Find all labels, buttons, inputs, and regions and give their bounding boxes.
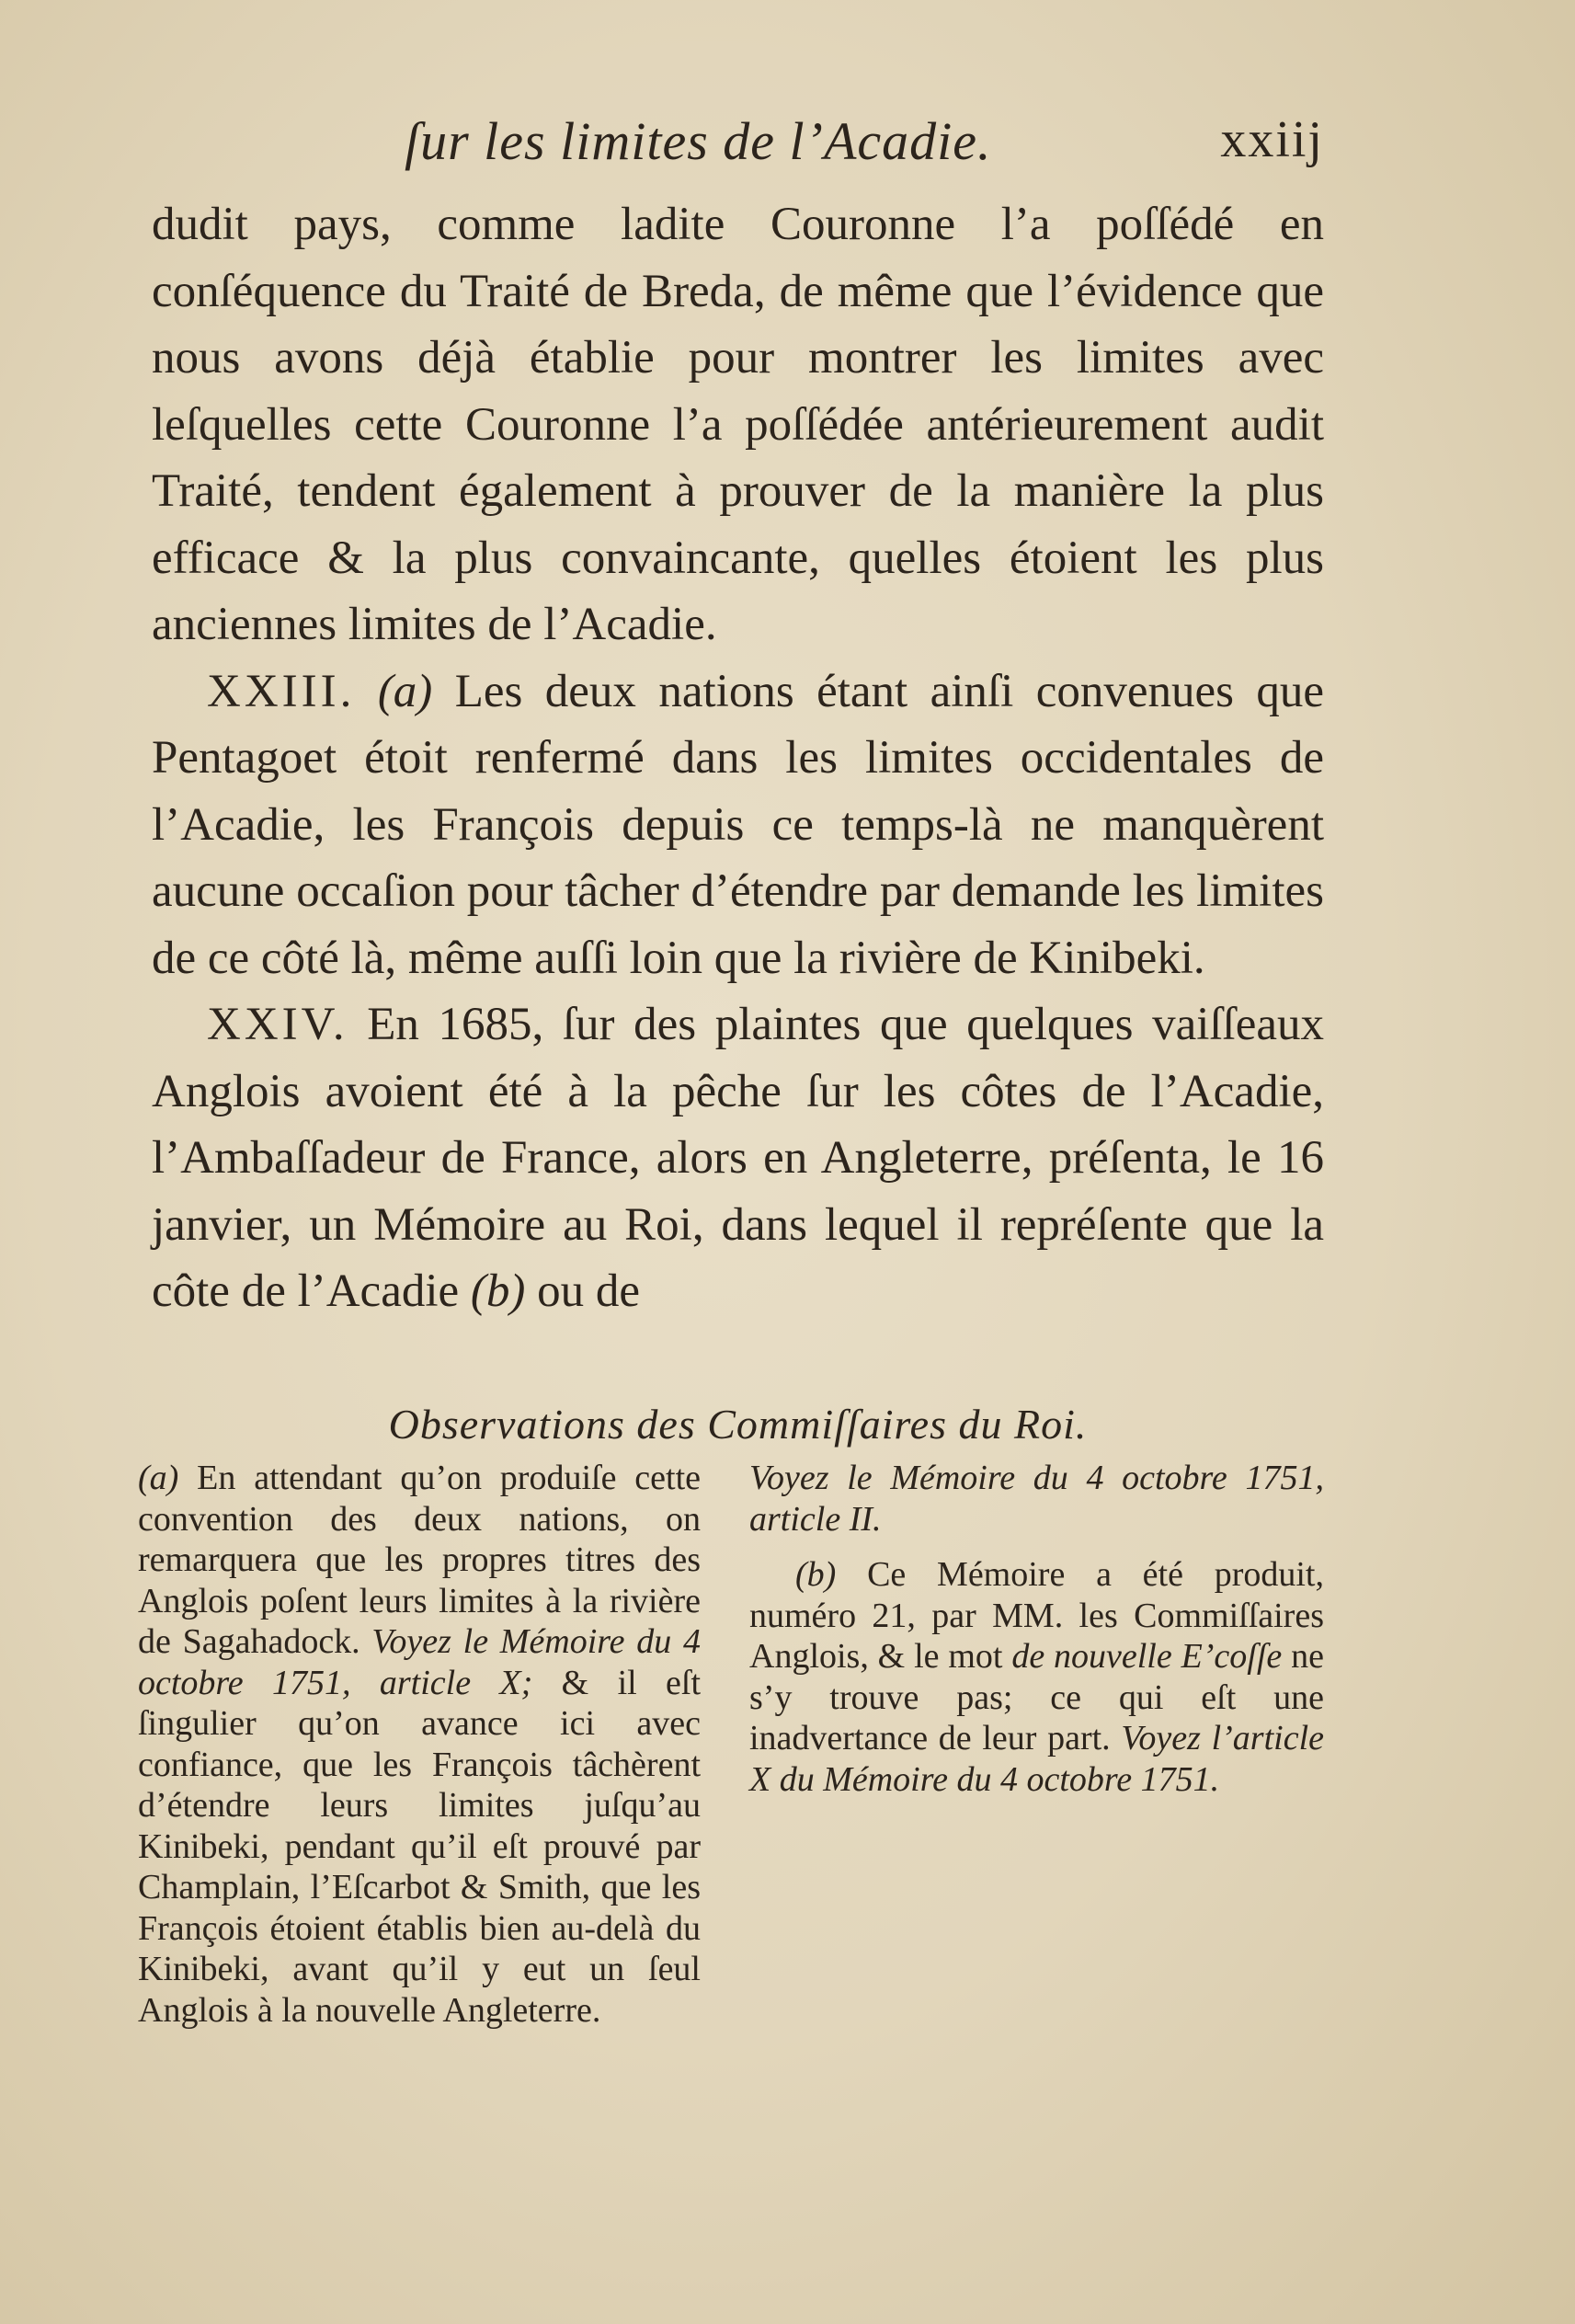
page-number: xxiij: [1220, 111, 1324, 168]
section-number: XXIV.: [207, 999, 348, 1050]
footnote-a-continued: [749, 1458, 1324, 1540]
footnotes: [138, 1458, 1324, 2046]
main-text: [152, 191, 1324, 1325]
footnote-text: ne s’y trouve pas; ce qui eſt une inadvertance de leur part.: [749, 1637, 1325, 1757]
footnote-ref-a: (a): [377, 665, 433, 717]
paragraph-xxiii: [152, 658, 1324, 992]
footnote-citation: Voyez le Mémoire du 4 octobre 1751, article II.: [749, 1459, 1324, 1539]
paragraph-end: ou de: [537, 1265, 640, 1317]
footnote-citation: Voyez le Mémoire du 4 octobre 1751, article X;: [138, 1622, 701, 1702]
footnote-text: Ce Mémoire a été produit, numéro 21, par MM. les Commiſſaires Anglois, & le mot: [749, 1555, 1324, 1676]
paragraph-xxiv: [152, 991, 1324, 1325]
footnote-marker-b: (b): [795, 1555, 837, 1594]
page-header: [156, 110, 1324, 184]
footnote-b: [749, 1554, 1324, 1800]
section-number: XXIII.: [207, 665, 356, 717]
observations-heading: Observations des Commiſſaires du Roi.: [388, 1401, 1088, 1448]
footnote-marker-a: (a): [138, 1459, 179, 1497]
footnote-column-right: [749, 1458, 1324, 1800]
footnote-text: & il eſt ſingulier qu’on avance ici avec confiance, que les François tâchèrent d’étendre leurs limites juſqu’au Kinibeki, pendant qu’il eſt prouvé par Champlain, l’Eſcarbot & Smith, que les François étoient établis bien au-delà du Kinibeki, avant qu’il y eut un ſeul Anglois à la nouvelle Angleterre.: [138, 1663, 702, 2030]
running-title: ſur les limites de l’Acadie.: [405, 111, 992, 171]
footnote-column-left: [138, 1458, 701, 2031]
paragraph-text: En 1685, ſur des plaintes que quelques vaiſſeaux Anglois avoient été à la pêche ſur les côtes de l’Acadie, l’Ambaſſadeur de France, alors en Angleterre, préſenta, le 16 janvier, un Mémoire au Roi, dans lequel il repréſente que la côte de l’Acadie: [152, 999, 1324, 1317]
footnote-citation: de nouvelle E’coſſe: [1011, 1637, 1283, 1676]
footnote-a: [138, 1458, 701, 2031]
footnote-ref-b: (b): [470, 1265, 526, 1317]
paragraph-text: Les deux nations étant ainſi convenues que Pentagoet étoit renfermé dans les limites occidentales de l’Acadie, les François depuis ce temps-là ne manquèrent aucune occaſion pour tâcher d’étendre par demande les limites de ce côté là, même auſſi loin que la rivière de Kinibeki.: [152, 665, 1325, 984]
footnote-text: En attendant qu’on produiſe cette convention des deux nations, on remarquera que les propres titres des Anglois poſent leurs limites à la rivière de Sagahadock.: [138, 1459, 701, 1661]
paragraph-continuation: dudit pays, comme ladite Couronne l’a poſſédé en conſéquence du Traité de Breda, de même que l’évidence que nous avons déjà établie pour montrer les limites avec leſquelles cette Couronne l’a poſſédée antérieurement audit Traité, tendent également à prouver de la manière la plus efficace & la plus convaincante, quelles étoient les plus anciennes limites de l’Acadie.: [152, 199, 1324, 650]
footnote-citation: Voyez l’article X du Mémoire du 4 octobre 1751.: [749, 1719, 1324, 1799]
